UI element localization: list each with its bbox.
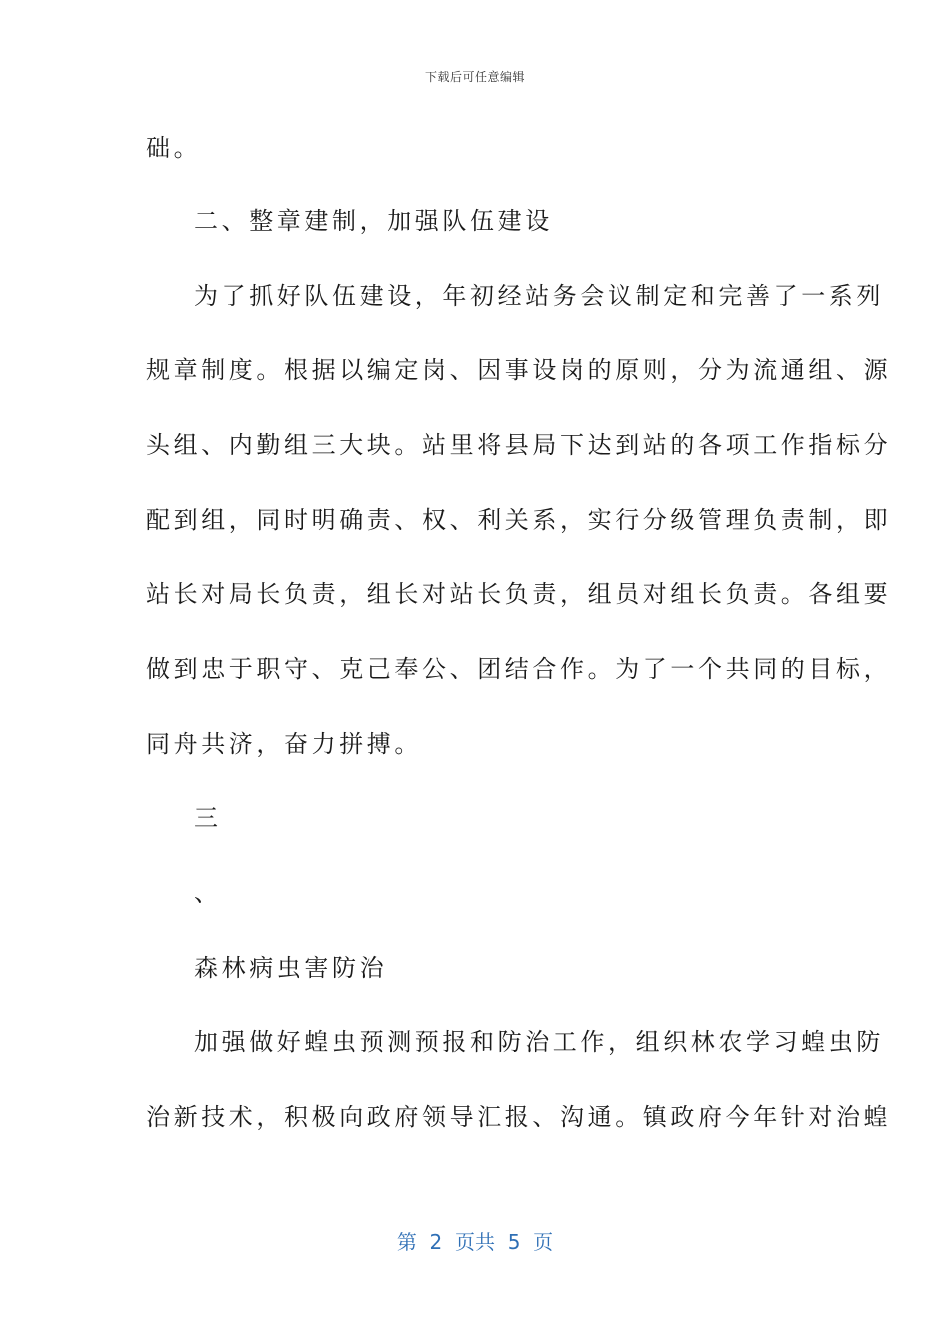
page-footer: 第 2 页共 5 页 xyxy=(396,1230,554,1254)
body-line-9: 同舟共济，奋力拼搏。 xyxy=(146,730,422,758)
body-line-8: 做到忠于职守、克己奉公、团结合作。为了一个共同的目标， xyxy=(146,655,892,683)
page-header: 下载后可任意编辑 xyxy=(424,70,525,84)
section-heading-2: 二、整章建制，加强队伍建设 xyxy=(194,207,553,235)
body-line-6: 配到组，同时明确责、权、利关系，实行分级管理负责制，即 xyxy=(146,506,892,534)
body-line-13: 加强做好蝗虫预测预报和防治工作，组织林农学习蝗虫防 xyxy=(194,1028,884,1056)
body-line-5: 头组、内勤组三大块。站里将县局下达到站的各项工作指标分 xyxy=(146,431,892,459)
body-line-7: 站长对局长负责，组长对站长负责，组员对组长负责。各组要 xyxy=(146,580,892,608)
body-line-3: 为了抓好队伍建设，年初经站务会议制定和完善了一系列 xyxy=(194,282,884,310)
section-separator: 、 xyxy=(194,879,222,907)
body-line-1: 础。 xyxy=(146,134,202,162)
body-line-4: 规章制度。根据以编定岗、因事设岗的原则，分为流通组、源 xyxy=(146,356,892,384)
section-number-3: 三 xyxy=(194,804,222,832)
body-line-14: 治新技术，积极向政府领导汇报、沟通。镇政府今年针对治蝗 xyxy=(146,1103,892,1131)
section-heading-3: 森林病虫害防治 xyxy=(194,954,388,982)
